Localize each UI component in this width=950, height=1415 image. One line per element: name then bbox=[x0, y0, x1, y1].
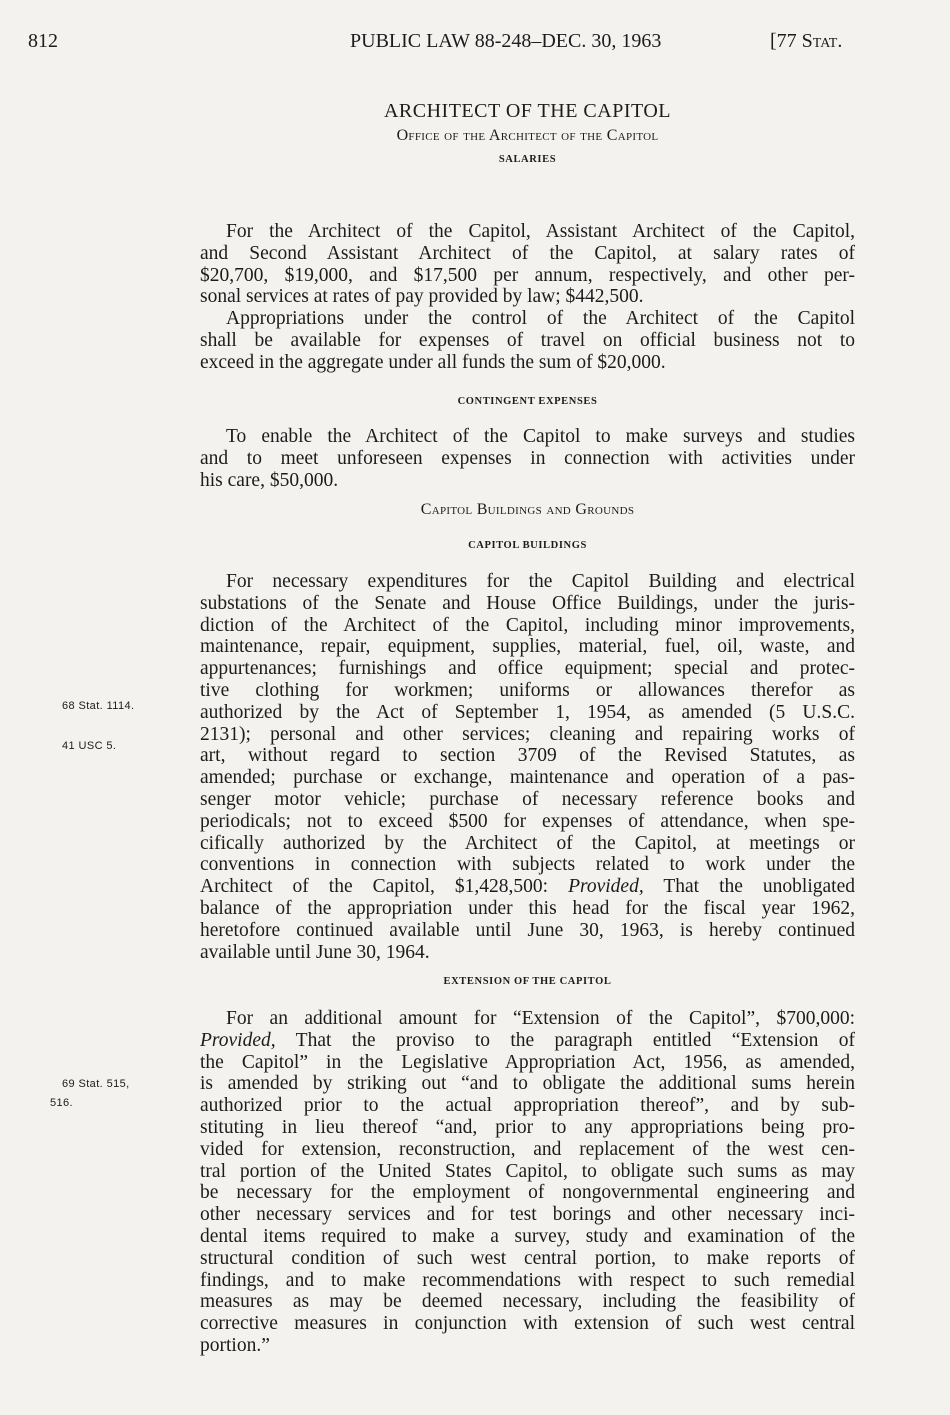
contingent-paragraph bbox=[200, 426, 855, 491]
italic-term: Provided, bbox=[200, 1029, 276, 1051]
text-line bbox=[200, 702, 855, 724]
text-line: Appropriations under the control of the Architect of the Capitol bbox=[226, 308, 855, 329]
text-line bbox=[200, 745, 855, 767]
text-segment: balance of the appropriation under this head for the fiscal year 1962, bbox=[200, 897, 855, 919]
buildings-paragraph bbox=[200, 571, 855, 963]
text-segment: appurtenances; furnishings and office equipment; special and protec- bbox=[200, 658, 855, 680]
text-line bbox=[200, 680, 855, 702]
text-line bbox=[200, 636, 855, 658]
text-line bbox=[200, 942, 855, 964]
text-line bbox=[200, 898, 855, 920]
text-line bbox=[200, 724, 855, 746]
text-line bbox=[200, 1226, 855, 1248]
text-line bbox=[200, 1008, 855, 1030]
text-line bbox=[200, 1270, 855, 1292]
text-line bbox=[200, 920, 855, 942]
page-number: 812 bbox=[28, 30, 58, 52]
text-segment: That the proviso to the paragraph entitled “Extension of bbox=[275, 1029, 855, 1051]
text-line bbox=[200, 1117, 855, 1139]
text-segment: cifically authorized by the Architect of the Capitol, at meetings or bbox=[200, 832, 855, 854]
extension-heading: EXTENSION OF THE CAPITOL bbox=[443, 976, 612, 987]
text-line: exceed in the aggregate under all funds the sum of $20,000. bbox=[200, 351, 666, 373]
text-line bbox=[200, 1313, 855, 1335]
text-segment: That the unobligated bbox=[643, 876, 855, 898]
text-segment: conventions in connection with subjects related to work under the bbox=[200, 854, 855, 876]
text-segment: tive clothing for workmen; uniforms or allowances therefor as bbox=[200, 679, 855, 701]
text-line bbox=[200, 1073, 855, 1095]
section-title: ARCHITECT OF THE CAPITOL bbox=[383, 100, 672, 122]
text-line bbox=[200, 767, 855, 789]
text-line bbox=[200, 1291, 855, 1313]
text-segment: be necessary for the employment of nongovernmental engineering and bbox=[200, 1182, 855, 1204]
text-line: and to meet unforeseen expenses in connection with activities under bbox=[200, 447, 855, 469]
text-line bbox=[200, 1335, 855, 1357]
text-segment: art, without regard to section 3709 of the Revised Statutes, as bbox=[200, 745, 855, 767]
text-line bbox=[200, 615, 855, 637]
salaries-paragraph-1 bbox=[200, 221, 855, 308]
text-segment: findings, and to make recommendations with respect to such remedial bbox=[200, 1269, 855, 1291]
text-segment: the Capitol” in the Legislative Appropriation Act, 1956, as amended, bbox=[200, 1051, 855, 1073]
text-line bbox=[200, 1161, 855, 1183]
text-segment: vided for extension, reconstruction, and replacement of the west cen- bbox=[200, 1138, 855, 1160]
extension-paragraph bbox=[200, 1008, 855, 1357]
text-line bbox=[200, 1204, 855, 1226]
text-line bbox=[200, 854, 855, 876]
text-segment: other necessary services and for test borings and other necessary inci- bbox=[200, 1204, 855, 1226]
text-line bbox=[200, 876, 855, 898]
text-line: $20,700, $19,000, and $17,500 per annum, respectively, and other per- bbox=[200, 264, 855, 286]
buildings-heading: CAPITOL BUILDINGS bbox=[468, 540, 587, 551]
text-segment: periodicals; not to exceed $500 for expenses of attendance, when spe- bbox=[200, 810, 855, 832]
text-segment: heretofore continued available until June 30, 1963, is hereby continued bbox=[200, 919, 855, 941]
text-segment: measures as may be deemed necessary, including the feasibility of bbox=[200, 1291, 855, 1313]
text-segment: maintenance, repair, equipment, supplies, material, fuel, oil, waste, and bbox=[200, 636, 855, 658]
text-segment: tral portion of the United States Capitol, to obligate such sums as may bbox=[200, 1160, 855, 1182]
text-line: For the Architect of the Capitol, Assistant Architect of the Capitol, bbox=[226, 221, 855, 242]
text-segment: available until June 30, 1964. bbox=[200, 941, 430, 963]
text-line bbox=[200, 811, 855, 833]
grounds-heading: Capitol Buildings and Grounds bbox=[420, 501, 635, 518]
text-segment: For an additional amount for “Extension of the Capitol”, $700,000: bbox=[226, 1008, 855, 1029]
text-line bbox=[200, 1052, 855, 1074]
text-line: his care, $50,000. bbox=[200, 469, 339, 491]
text-line: sonal services at rates of pay provided by law; $442,500. bbox=[200, 286, 644, 308]
office-heading: Office of the Architect of the Capitol bbox=[396, 127, 659, 144]
text-segment: Architect of the Capitol, $1,428,500: bbox=[200, 876, 569, 898]
italic-term: Provided, bbox=[568, 876, 644, 898]
margin-note: 516. bbox=[50, 1097, 74, 1109]
running-title: PUBLIC LAW 88-248–DEC. 30, 1963 bbox=[350, 30, 662, 52]
text-segment: stituting in lieu thereof “and, prior to any appropriations being pro- bbox=[200, 1116, 855, 1138]
salaries-heading: SALARIES bbox=[498, 154, 557, 165]
text-line bbox=[200, 658, 855, 680]
text-segment: substations of the Senate and House Office Buildings, under the juris- bbox=[200, 592, 855, 614]
text-line bbox=[200, 1030, 855, 1052]
margin-note: 41 USC 5. bbox=[62, 740, 117, 752]
text-segment: dental items required to make a survey, study and examination of the bbox=[200, 1225, 855, 1247]
text-line bbox=[200, 1182, 855, 1204]
text-segment: 2131); personal and other services; cleaning and repairing works of bbox=[200, 723, 855, 745]
text-segment: senger motor vehicle; purchase of necessary reference books and bbox=[200, 788, 855, 810]
text-segment: authorized prior to the actual appropriation thereof”, and by sub- bbox=[200, 1095, 855, 1117]
margin-note: 69 Stat. 515, bbox=[62, 1078, 130, 1090]
text-line bbox=[200, 593, 855, 615]
contingent-heading: CONTINGENT EXPENSES bbox=[457, 396, 598, 407]
text-segment: is amended by striking out “and to obligate the additional sums herein bbox=[200, 1073, 855, 1095]
text-segment: structural condition of such west central portion, to make reports of bbox=[200, 1247, 855, 1269]
text-line bbox=[200, 571, 855, 593]
text-line bbox=[200, 833, 855, 855]
text-line: shall be available for expenses of travel on official business not to bbox=[200, 329, 855, 351]
text-segment: For necessary expenditures for the Capitol Building and electrical bbox=[226, 571, 855, 592]
text-line: To enable the Architect of the Capitol to make surveys and studies bbox=[226, 426, 855, 447]
text-line: and Second Assistant Architect of the Capitol, at salary rates of bbox=[200, 242, 855, 264]
text-segment: portion.” bbox=[200, 1334, 270, 1356]
volume-citation: [77 Stat. bbox=[770, 30, 843, 52]
text-line bbox=[200, 1248, 855, 1270]
text-segment: authorized by the Act of September 1, 1954, as amended (5 U.S.C. bbox=[200, 701, 855, 723]
text-segment: corrective measures in conjunction with extension of such west central bbox=[200, 1313, 855, 1335]
text-segment: diction of the Architect of the Capitol, including minor improvements, bbox=[200, 614, 855, 636]
text-line bbox=[200, 1095, 855, 1117]
text-line bbox=[200, 1139, 855, 1161]
text-line bbox=[200, 789, 855, 811]
salaries-paragraph-2 bbox=[200, 308, 855, 373]
margin-note: 68 Stat. 1114. bbox=[62, 700, 135, 712]
text-segment: amended; purchase or exchange, maintenance and operation of a pas- bbox=[200, 767, 855, 789]
